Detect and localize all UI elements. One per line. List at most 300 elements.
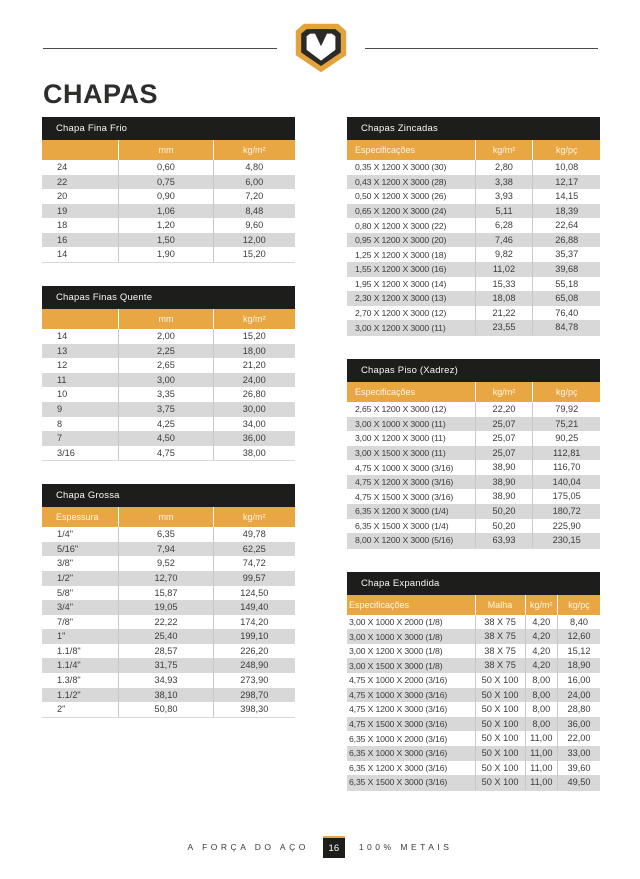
cell: 25,40 — [119, 629, 213, 644]
cell: 49,78 — [213, 527, 295, 542]
cell: 4,75 X 1200 X 3000 (3/16) — [349, 704, 448, 715]
page-footer — [0, 836, 640, 858]
cell: 298,70 — [213, 688, 295, 703]
cell: 38,00 — [213, 446, 295, 461]
table-row — [347, 175, 600, 190]
table-row — [42, 556, 295, 571]
cell: 26,88 — [533, 233, 600, 248]
table-row — [347, 431, 600, 446]
table-row — [42, 644, 295, 659]
cell: 4,20 — [525, 658, 557, 673]
cell: 10,08 — [533, 160, 600, 175]
cell: 2,70 X 1200 X 3000 (12) — [355, 308, 447, 319]
cell: 8 — [57, 418, 63, 429]
data-table — [347, 595, 600, 791]
cell: 1,06 — [119, 204, 213, 219]
cell: 13 — [57, 345, 68, 356]
cell: 9 — [57, 403, 63, 414]
table-title: Chapas Zincadas — [347, 117, 600, 140]
cell: 6,35 X 1000 X 3000 (3/16) — [349, 748, 448, 759]
cell: 49,50 — [557, 775, 600, 790]
table-row — [42, 658, 295, 673]
table-chapas-piso-xadrez — [347, 359, 600, 549]
cell: 4,20 — [525, 644, 557, 659]
cell: 18,39 — [533, 204, 600, 219]
cell: 50 X 100 — [475, 731, 525, 746]
cell: 6,35 X 1200 X 3000 (3/16) — [349, 762, 448, 773]
column-header: mm — [119, 140, 213, 160]
cell: 3,00 X 1000 X 2000 (1/8) — [349, 617, 443, 627]
cell: 50 X 100 — [475, 702, 525, 717]
table-chapa-fina-frio — [42, 117, 295, 263]
cell: 4,75 X 1000 X 2000 (3/16) — [349, 675, 448, 686]
table-body — [347, 160, 600, 335]
cell: 35,37 — [533, 247, 600, 262]
cell: 140,04 — [533, 475, 600, 490]
table-row — [42, 702, 295, 717]
header-rule — [0, 21, 640, 75]
column-header: kg/m² — [213, 309, 295, 329]
cell: 0,35 X 1200 X 3000 (30) — [355, 162, 447, 173]
table-row — [42, 542, 295, 557]
cell: 4,75 X 1200 X 3000 (3/16) — [355, 477, 454, 488]
header-row — [347, 140, 600, 160]
cell: 3,38 — [475, 175, 533, 190]
cell: 8,00 X 1200 X 3000 (5/16) — [347, 533, 475, 548]
cell: 6,35 X 1500 X 3000 (1/4) — [355, 520, 449, 531]
cell: 75,21 — [533, 417, 600, 432]
cell: 6,35 X 1000 X 2000 (3/16) — [349, 733, 448, 744]
table-header — [42, 309, 295, 329]
table-row — [42, 673, 295, 688]
table-row — [42, 329, 295, 344]
cell: 20 — [57, 191, 68, 202]
table-row — [42, 175, 295, 190]
table-row — [347, 629, 600, 644]
cell: 3,00 — [119, 373, 213, 388]
cell: 50,80 — [119, 702, 213, 717]
cell: 25,07 — [475, 431, 533, 446]
cell: 15,20 — [213, 329, 295, 344]
rule-left — [43, 48, 277, 49]
cell: 1,55 X 1200 X 3000 (16) — [355, 264, 447, 275]
column-header: Malha — [475, 595, 525, 615]
cell: 2,25 — [119, 344, 213, 359]
table-title: Chapa Fina Frio — [42, 117, 295, 140]
cell: 18 — [57, 220, 68, 231]
cell: 6,28 — [475, 218, 533, 233]
cell: 4,75 X 1500 X 3000 (3/16) — [349, 719, 448, 730]
table-row — [42, 615, 295, 630]
table-row — [347, 446, 600, 461]
cell: 0,90 — [119, 189, 213, 204]
cell: 4,25 — [119, 417, 213, 432]
table-header — [42, 507, 295, 527]
cell: 50 X 100 — [475, 775, 525, 790]
cell: 5,11 — [475, 204, 533, 219]
table-body — [42, 160, 295, 263]
cell: 79,92 — [533, 402, 600, 417]
cell: 15,20 — [213, 247, 295, 262]
cell: 7,46 — [475, 233, 533, 248]
cell: 63,93 — [475, 533, 533, 548]
cell: 6,35 X 1200 X 3000 (1/4) — [355, 506, 449, 517]
cell: 24 — [57, 162, 68, 172]
table-row — [347, 644, 600, 659]
cell: 3,00 X 1200 X 3000 (1/8) — [349, 646, 443, 657]
header-row — [42, 140, 295, 160]
table-chapa-grossa — [42, 484, 295, 718]
cell: 90,25 — [533, 431, 600, 446]
column-header: kg/pç — [533, 382, 600, 402]
cell: 22,20 — [475, 402, 533, 417]
cell: 7,94 — [119, 542, 213, 557]
cell: 16 — [57, 234, 68, 245]
column-header: kg/pç — [533, 140, 600, 160]
cell: 14 — [57, 331, 68, 342]
cell: 4,20 — [525, 615, 557, 630]
page-number: 16 — [328, 842, 340, 854]
cell: 38 X 75 — [475, 629, 525, 644]
table-row — [347, 291, 600, 306]
column-header: kg/m² — [213, 507, 295, 527]
cell: 38 X 75 — [475, 658, 525, 673]
cell: 4,80 — [213, 160, 295, 175]
cell: 8,00 — [525, 673, 557, 688]
cell: 39,60 — [557, 761, 600, 776]
cell: 3/8" — [57, 558, 74, 569]
table-row — [42, 189, 295, 204]
table-title: Chapa Grossa — [42, 484, 295, 507]
table-body — [347, 615, 600, 790]
cell: 3,75 — [119, 402, 213, 417]
cell: 12,60 — [557, 629, 600, 644]
cell: 18,08 — [475, 291, 533, 306]
cell: 38 X 75 — [475, 615, 525, 630]
cell: 50 X 100 — [475, 673, 525, 688]
cell: 3,35 — [119, 387, 213, 402]
cell: 11,00 — [525, 775, 557, 790]
table-chapas-zincadas — [347, 117, 600, 336]
table-row — [347, 533, 600, 548]
cell: 4,50 — [119, 431, 213, 446]
cell: 1.3/8" — [57, 675, 81, 686]
cell: 4,75 X 1000 X 3000 (3/16) — [355, 462, 454, 473]
table-body — [42, 329, 295, 461]
cell: 3,00 X 1000 X 3000 (11) — [355, 418, 446, 429]
cell: 1.1/4" — [57, 660, 81, 671]
column-header: kg/m² — [475, 140, 533, 160]
cell: 18,90 — [557, 658, 600, 673]
table-header — [347, 382, 600, 402]
cell: 3,00 X 1200 X 3000 (11) — [355, 433, 446, 444]
cell: 174,20 — [213, 615, 295, 630]
cell: 4,20 — [525, 629, 557, 644]
cell: 0,80 X 1200 X 3000 (22) — [355, 220, 447, 231]
data-table — [42, 507, 295, 718]
table-title: Chapa Expandida — [347, 572, 600, 595]
cell: 0,43 X 1200 X 3000 (28) — [355, 176, 447, 187]
column-header — [42, 140, 119, 160]
data-table — [347, 140, 600, 336]
cell: 24,00 — [557, 688, 600, 703]
cell: 1.1/2" — [57, 689, 81, 700]
table-row — [42, 233, 295, 248]
column-header: Espessura — [42, 507, 119, 527]
table-row — [347, 402, 600, 417]
cell: 248,90 — [213, 658, 295, 673]
footer-slogan-right: 100% METAIS — [358, 842, 453, 852]
cell: 112,81 — [533, 446, 600, 461]
table-row — [42, 402, 295, 417]
table-row — [42, 571, 295, 586]
cell: 2,65 X 1200 X 3000 (12) — [355, 404, 447, 415]
table-row — [42, 344, 295, 359]
table-row — [347, 731, 600, 746]
table-row — [42, 247, 295, 262]
cell: 50 X 100 — [475, 761, 525, 776]
cell: 2,30 X 1200 X 3000 (13) — [355, 293, 447, 304]
cell: 3,00 X 1500 X 3000 (11) — [355, 447, 446, 458]
cell: 19 — [57, 205, 68, 216]
column-header: mm — [119, 309, 213, 329]
cell: 34,00 — [213, 417, 295, 432]
table-title: Chapas Finas Quente — [42, 286, 295, 309]
table-row — [42, 358, 295, 373]
cell: 34,93 — [119, 673, 213, 688]
cell: 14,15 — [533, 189, 600, 204]
header-row — [347, 382, 600, 402]
cell: 84,78 — [533, 320, 600, 335]
cell: 50 X 100 — [475, 746, 525, 761]
shield-m-icon — [292, 21, 350, 75]
cell: 2" — [42, 702, 119, 717]
column-right — [347, 117, 600, 814]
data-table — [42, 309, 295, 461]
table-row — [347, 247, 600, 262]
column-header: kg/m² — [213, 140, 295, 160]
table-row — [347, 306, 600, 321]
column-header: Especificações — [347, 140, 475, 160]
cell: 19,05 — [119, 600, 213, 615]
table-row — [42, 204, 295, 219]
cell: 3,00 X 1200 X 3000 (11) — [347, 320, 475, 335]
cell: 38,10 — [119, 688, 213, 703]
page-title: CHAPAS — [43, 79, 159, 109]
cell: 11 — [57, 374, 67, 385]
column-header: Especificações — [347, 595, 475, 615]
table-row — [42, 688, 295, 703]
cell: 12 — [57, 360, 68, 371]
page-number-badge — [323, 836, 345, 858]
cell: 1/2" — [57, 572, 74, 583]
brand-logo — [290, 21, 352, 75]
cell: 36,00 — [557, 717, 600, 732]
table-row — [347, 717, 600, 732]
cell: 8,48 — [213, 204, 295, 219]
cell: 11,00 — [525, 761, 557, 776]
cell: 38,90 — [475, 460, 533, 475]
cell: 180,72 — [533, 504, 600, 519]
table-row — [347, 189, 600, 204]
cell: 3/4" — [57, 602, 74, 613]
cell: 273,90 — [213, 673, 295, 688]
cell: 30,00 — [213, 402, 295, 417]
table-header — [347, 595, 600, 615]
table-row — [42, 527, 295, 542]
cell: 7/8" — [57, 616, 74, 627]
cell: 28,57 — [119, 644, 213, 659]
table-row — [347, 277, 600, 292]
table-row — [347, 489, 600, 504]
column-header: kg/pç — [557, 595, 600, 615]
table-row — [42, 600, 295, 615]
cell: 22 — [57, 176, 68, 187]
table-row — [42, 417, 295, 432]
table-row — [347, 233, 600, 248]
cell: 38 X 75 — [475, 644, 525, 659]
cell: 10 — [57, 389, 68, 400]
cell: 199,10 — [213, 629, 295, 644]
table-row — [347, 746, 600, 761]
cell: 23,55 — [475, 320, 533, 335]
cell: 0,95 X 1200 X 3000 (20) — [355, 235, 447, 246]
table-row — [42, 629, 295, 644]
cell: 12,00 — [213, 233, 295, 248]
cell: 175,05 — [533, 489, 600, 504]
cell: 11,00 — [525, 746, 557, 761]
data-table — [347, 382, 600, 549]
table-body — [42, 527, 295, 717]
cell: 12,17 — [533, 175, 600, 190]
cell: 39,68 — [533, 262, 600, 277]
table-row — [42, 431, 295, 446]
cell: 38,90 — [475, 489, 533, 504]
table-row — [347, 702, 600, 717]
table-header — [347, 140, 600, 160]
cell: 65,08 — [533, 291, 600, 306]
cell: 8,00 — [525, 702, 557, 717]
table-row — [347, 658, 600, 673]
cell: 25,07 — [475, 446, 533, 461]
cell: 22,00 — [557, 731, 600, 746]
cell: 2,00 — [119, 329, 213, 344]
tables-area — [0, 117, 640, 814]
cell: 1/4" — [57, 529, 74, 540]
cell: 11,00 — [525, 731, 557, 746]
cell: 28,80 — [557, 702, 600, 717]
table-row — [347, 218, 600, 233]
table-row — [347, 504, 600, 519]
header-row — [347, 595, 600, 615]
cell: 9,52 — [119, 556, 213, 571]
table-title: Chapas Piso (Xadrez) — [347, 359, 600, 382]
table-row — [42, 373, 295, 388]
table-row — [42, 218, 295, 233]
cell: 99,57 — [213, 571, 295, 586]
cell: 2,65 — [119, 358, 213, 373]
cell: 18,00 — [213, 344, 295, 359]
cell: 74,72 — [213, 556, 295, 571]
cell: 0,75 — [119, 175, 213, 190]
table-chapa-expandida — [347, 572, 600, 791]
cell: 11,02 — [475, 262, 533, 277]
cell: 21,20 — [213, 358, 295, 373]
table-row — [347, 761, 600, 776]
table-row — [347, 673, 600, 688]
table-header — [42, 140, 295, 160]
cell: 33,00 — [557, 746, 600, 761]
cell: 8,00 — [525, 688, 557, 703]
cell: 230,15 — [533, 533, 600, 548]
cell: 50,20 — [475, 519, 533, 534]
cell: 9,82 — [475, 247, 533, 262]
table-row — [347, 519, 600, 534]
table-chapas-finas-quente — [42, 286, 295, 461]
cell: 26,80 — [213, 387, 295, 402]
cell: 1" — [57, 631, 66, 642]
cell: 62,25 — [213, 542, 295, 557]
cell: 3,00 X 1500 X 3000 (1/8) — [349, 660, 443, 671]
cell: 4,75 X 1000 X 3000 (3/16) — [349, 689, 448, 700]
cell: 4,75 — [119, 446, 213, 461]
table-row — [42, 387, 295, 402]
column-header — [42, 309, 119, 329]
column-header: mm — [119, 507, 213, 527]
column-header: kg/m² — [475, 382, 533, 402]
cell: 116,70 — [533, 460, 600, 475]
cell: 14 — [42, 247, 119, 262]
cell: 15,12 — [557, 644, 600, 659]
rule-right — [365, 48, 599, 49]
cell: 22,22 — [119, 615, 213, 630]
column-header: kg/m² — [525, 595, 557, 615]
cell: 5/8" — [57, 587, 74, 598]
cell: 0,50 X 1200 X 3000 (26) — [355, 191, 447, 202]
cell: 21,22 — [475, 306, 533, 321]
cell: 31,75 — [119, 658, 213, 673]
cell: 6,35 — [119, 527, 213, 542]
cell: 5/16" — [57, 543, 79, 554]
table-row — [347, 204, 600, 219]
table-row — [347, 475, 600, 490]
cell: 1,50 — [119, 233, 213, 248]
table-row — [42, 160, 295, 175]
cell: 2,80 — [475, 160, 533, 175]
cell: 24,00 — [213, 373, 295, 388]
header-row — [42, 507, 295, 527]
cell: 15,33 — [475, 277, 533, 292]
cell: 1,25 X 1200 X 3000 (18) — [355, 249, 447, 260]
cell: 55,18 — [533, 277, 600, 292]
cell: 50,20 — [475, 504, 533, 519]
cell: 1,90 — [119, 247, 213, 262]
cell: 6,00 — [213, 175, 295, 190]
cell: 3,93 — [475, 189, 533, 204]
table-row — [347, 460, 600, 475]
cell: 22,64 — [533, 218, 600, 233]
footer-slogan-left: A FORÇA DO AÇO — [187, 842, 309, 852]
table-row — [42, 446, 295, 461]
cell: 50 X 100 — [475, 717, 525, 732]
cell: 0,60 — [119, 160, 213, 175]
cell: 226,20 — [213, 644, 295, 659]
table-row — [347, 417, 600, 432]
cell: 9,60 — [213, 218, 295, 233]
cell: 149,40 — [213, 600, 295, 615]
cell: 225,90 — [533, 519, 600, 534]
cell: 15,87 — [119, 586, 213, 601]
